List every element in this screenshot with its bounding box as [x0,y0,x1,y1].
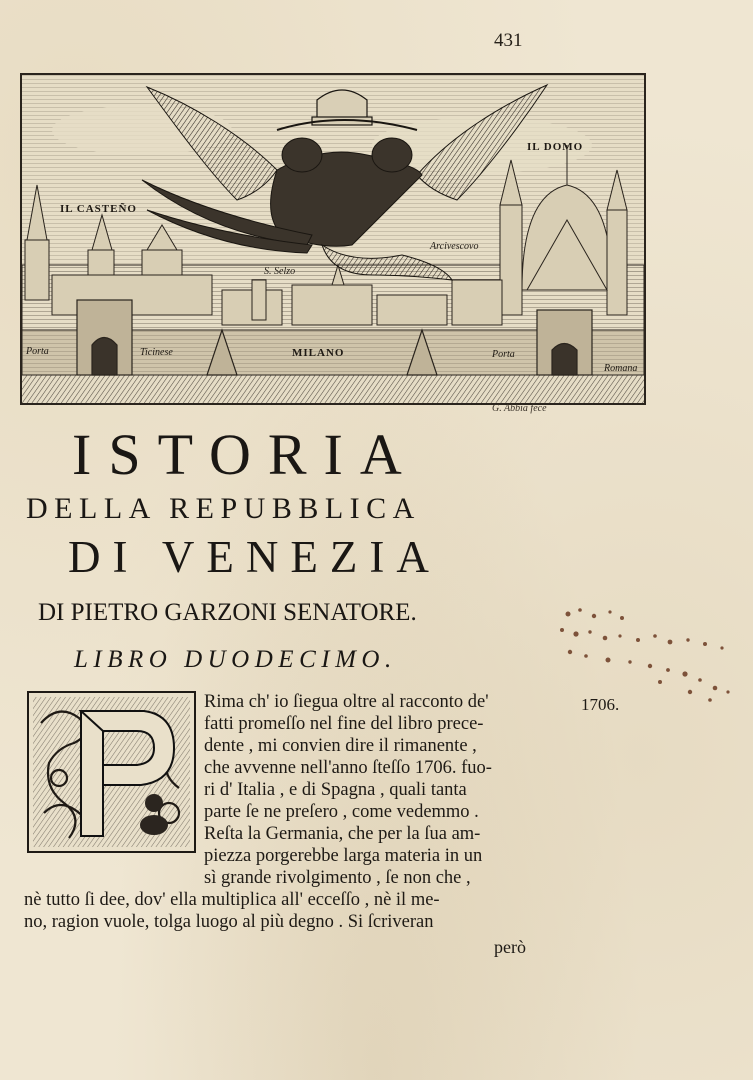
engraver-signature: G. Abbia fece [492,403,547,414]
label-s-celso: S. Selzo [264,266,296,277]
body-line-4: che avvenne nell'anno ſteſſo 1706. fuo- [204,758,492,778]
title-venezia: DI VENEZIA [68,532,441,582]
label-arcivescovo: Arcivescovo [430,241,479,252]
label-castello: IL CASTEÑO [60,203,137,215]
label-ticinese: Ticinese [140,347,173,358]
label-milano: MILANO [292,347,345,359]
body-line-7: Reſta la Germania, che per la ſua am- [204,824,481,844]
dropcap-p [27,691,196,853]
body-line-6: parte ſe ne preſero , come vedemmo . [204,802,479,822]
margin-year: 1706. [581,695,620,714]
title-repubblica: DELLA REPUBBLICA [26,492,421,525]
body-line-11: no, ragion vuole, tolga luogo al più degno . Si ſcriveran [24,912,434,932]
body-line-2: fatti promeſſo nel fine del libro prece- [204,714,484,734]
ink-stain [550,596,745,706]
dropcap-ornament [29,693,194,851]
engraving-milan [20,73,646,405]
label-porta-left: Porta [26,346,49,357]
body-line-10: nè tutto ſi dee, dov' ella multiplica all' ecceſſo , nè il me- [24,890,440,910]
title-istoria: ISTORIA [72,422,419,487]
body-line-9: sì grande rivolgimento , ſe non che , [204,868,471,888]
body-line-1: Rima ch' io ſiegua oltre al racconto de' [204,692,489,712]
page-number: 431 [494,30,523,51]
label-domo: IL DOMO [527,141,584,153]
author-line: DI PIETRO GARZONI SENATORE. [38,599,417,626]
body-line-3: dente , mi convien dire il rimanente , [204,736,477,756]
body-line-5: ri d' Italia , e di Spagna , quali tanta [204,780,467,800]
label-porta-right: Porta [492,349,515,360]
label-romana: Romana [604,363,638,374]
book-heading: LIBRO DUODECIMO. [74,646,397,673]
body-line-8: piezza porgerebbe larga materia in un [204,846,483,866]
catchword: però [494,937,526,957]
